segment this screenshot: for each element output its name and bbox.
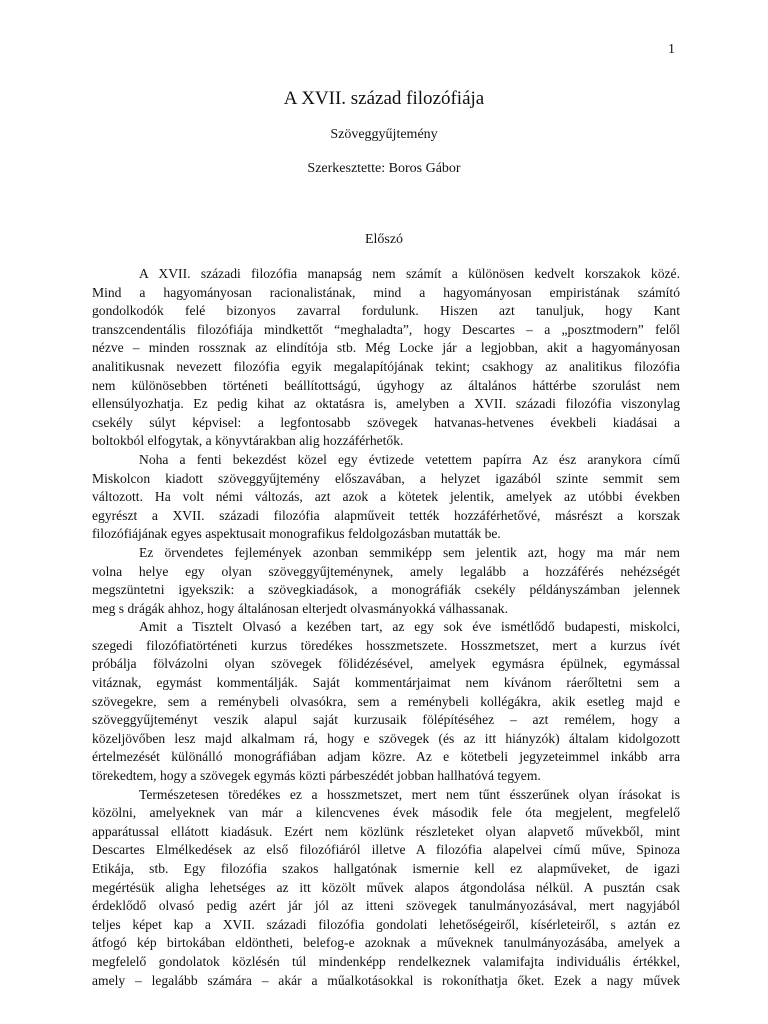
text-line: analitikusnak nevezett filozófia egyik megalapítójának tekint; csakhogy az analitikus filozófia: [92, 358, 680, 374]
page-number: 1: [668, 42, 675, 57]
text-line: Etikája, stb. Egy filozófia szakos hallgatónak ismernie kell ez alapműveket, de igazi: [92, 861, 680, 876]
text-line: ellensúlyozhatja. Ez pedig kihat az oktatásra is, amelyben a XVII. századi filozófia viszonylag: [92, 396, 680, 412]
text-line: változott. Ha volt némi változás, azt azok a kötetek jelentik, amelyek az utóbbi években: [92, 489, 680, 505]
text-line: nem különösebben történeti beállítottságú, úgyhogy az általános háttérbe szorulást nem: [92, 377, 680, 393]
text-line: szövegekre, sem a reménybeli olvasókra, sem a reménybeli kollégákra, akik esetleg majd e: [92, 693, 680, 709]
text-line: egyrészt a XVII. századi filozófia alapműveit tették hozzáférhetővé, másrészt a korszak: [92, 507, 680, 523]
text-line: közeljövőben lesz majd alkalmam rá, hogy e szövegek (és az itt hiányzók) általam kidolgozott: [92, 730, 680, 746]
text-line: vitáznak, egymást kommentálják. Saját kommentárjaimat nem kívánom ráerőltetni sem a: [92, 675, 680, 691]
text-line: amely – legalább számára – akár a műalkotásokkal is rokoníthatja őket. Ezek a nagy művek: [92, 972, 680, 988]
text-line: közölni, amelyeknek van már a kilencvenes évek második fele óta megjelent, megfelelő: [92, 805, 680, 821]
text-line: nézve – minden rossznak az elindítója stb. Még Locke jár a legjobban, akit a hagyományosan: [92, 340, 680, 356]
text-line: Mind a hagyományosan racionalistának, mind a hagyományosan empiristának számító: [92, 284, 680, 300]
text-line: próbálja fölvázolni olyan szövegek fölidézésével, amelyek egymásra épülnek, egymással: [92, 656, 680, 672]
text-line: megértésük aligha lehetséges az itt közölt művek alapos átgondolása nélkül. A pusztán csak: [92, 879, 680, 895]
document-subtitle: Szöveggyűjtemény: [330, 127, 438, 142]
text-line: A XVII. századi filozófia manapság nem számít a különösen kedvelt korszakok közé.: [139, 266, 680, 281]
editor-line: Szerkesztette: Boros Gábor: [307, 161, 461, 176]
text-line: Amit a Tisztelt Olvasó a kezében tart, az egy sok éve ismétlődő budapesti, miskolci,: [139, 619, 680, 635]
text-line: meg s drágák ahhoz, hogy általánosan elterjedt olvasmányokká válhassanak.: [92, 600, 508, 616]
text-line: apparátussal ellátott kiadásuk. Ezért nem közlünk részleteket olyan alapvető művekből, mint: [92, 823, 680, 839]
text-line: Descartes Elmélkedések az első filozófiáról illetve A filozófia alapelvei című műve, Spinoza: [92, 842, 680, 858]
text-line: transzcendentális filozófiája mindkettőt “meghaladta”, hogy Descartes – a „posztmodern” felől: [92, 321, 680, 337]
text-line: volna helye egy olyan szöveggyűjteménynek, amely legalább a hozzáférés nehézségét: [92, 563, 680, 579]
text-line: boltokból elfogytak, a könyvtárakban alig hozzáférhetők.: [92, 433, 404, 449]
section-heading: Előszó: [364, 232, 404, 247]
text-line: Noha a fenti bekezdést közel egy évtizede vetettem papírra Az ész aranykora című: [139, 451, 680, 467]
text-line: Természetesen töredékes ez a hosszmetszet, mert nem tűnt ésszerűnek olyan írásokat is: [139, 786, 680, 802]
text-line: szegedi filozófiatörténeti kurzus töredékes hosszmetszete. Hosszmetszet, mert a kurzus ívét: [92, 637, 680, 653]
text-line: teljes képet kap a XVII. századi filozófia gondolati lehetőségeiről, kísérleteiről, s aztán ez: [92, 916, 680, 932]
text-line: megszüntetni igyekszik: a szövegkiadások, a monográfiák csekély példányszámban jelennek: [92, 582, 680, 598]
text-line: Ez örvendetes fejlemények azonban semmiképp sem jelentik azt, hogy ma már nem: [139, 544, 680, 560]
text-line: értelmezését különálló monográfiában adjam közre. Az e kötetbeli jegyzeteimmel inkább arra: [92, 749, 680, 765]
body-text: [92, 265, 680, 990]
text-line: törekedtem, hogy a szövegek egymás közti párbeszédét jobban hallhatóvá tegyem.: [92, 768, 541, 784]
text-line: filozófiájának egyes aspektusait monografikus feldolgozásban mutatták be.: [92, 526, 501, 542]
text-line: érdeklődő olvasó pedig azért jár jól az itteni szövegek tanulmányozásával, mert nagyjából: [92, 898, 680, 914]
document-title: A XVII. század filozófiája: [283, 88, 485, 109]
text-line: átfogó kép birtokában eldöntheti, belefog-e azoknak a műveknek tanulmányozásába, amelyek a: [92, 935, 680, 951]
text-line: megfelelő gondolatok közlésén túl mindenképp rendelkeznek valamifajta individuális értékkel,: [92, 953, 680, 969]
text-line: csekély súlyt képvisel: a legfontosabb szövegek hatvanas-hetvenes évekbeli kiadásai a: [92, 414, 680, 430]
text-line: szöveggyűjteményt veszik alapul saját kurzusaik fölépítéséhez – azt remélem, hogy a: [92, 712, 680, 728]
text-line: gondolkodók felé bizonyos zavarral fordulunk. Hiszen azt tanuljuk, hogy Kant: [92, 303, 680, 319]
text-line: Miskolcon kiadott szöveggyűjtemény előszavában, a helyzet igazából szinte semmit sem: [92, 470, 680, 486]
